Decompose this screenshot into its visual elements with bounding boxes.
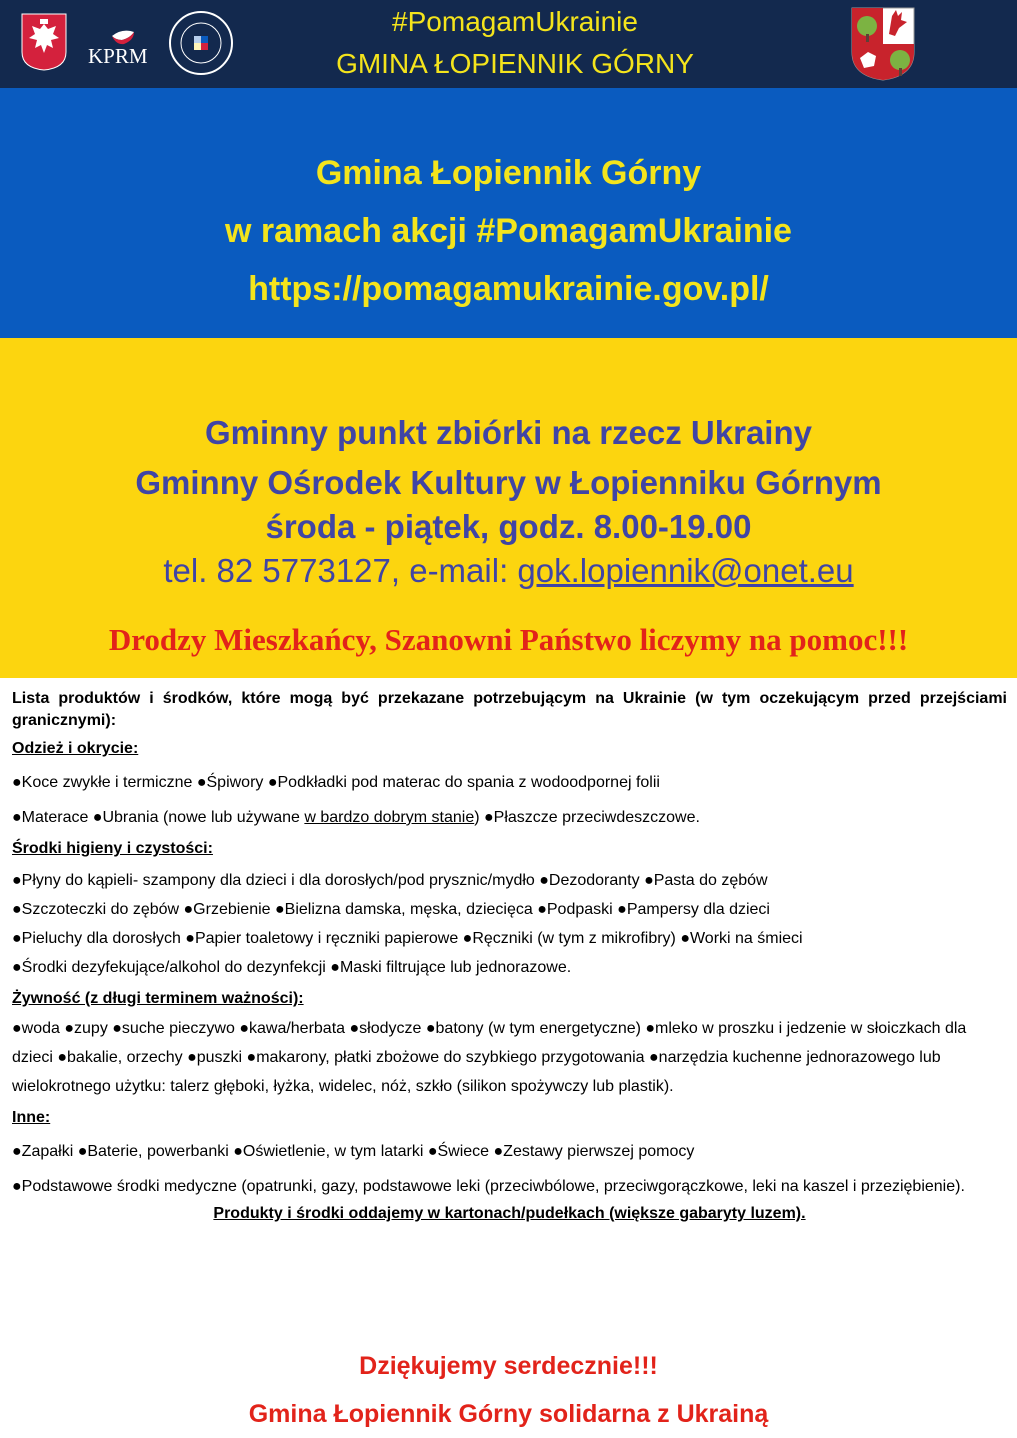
product-list — [12, 688, 1007, 1225]
header-gmina-name: GMINA ŁOPIENNIK GÓRNY — [336, 48, 694, 79]
section-heading-clothing: Odzież i okrycie: — [12, 740, 139, 757]
hygiene-items-line-2: ●Szczoteczki do zębów ●Grzebienie ●Bielizna damska, męska, dziecięca ●Podpaski ●Pampersy dla dzieci — [12, 901, 770, 918]
other-items-line-2: ●Podstawowe środki medyczne (opatrunki, gazy, podstawowe leki (przeciwbólowe, przeciwgorączkowe, leki na kaszel i przeziębienie). — [12, 1178, 965, 1195]
other-items-line-1: ●Zapałki ●Baterie, powerbanki ●Oświetlenie, w tym latarki ●Świece ●Zestawy pierwszej pomocy — [12, 1143, 695, 1160]
clothing-items-line-2 — [12, 803, 1007, 832]
solidarity-message: Gmina Łopiennik Górny solidarna z Ukrainą — [248, 1400, 769, 1428]
gmina-coat-of-arms-icon — [850, 6, 916, 82]
clothing-items-text-end: ) ●Płaszcze przeciwdeszczowe. — [474, 809, 700, 826]
clothing-items-line-1: ●Koce zwykłe i termiczne ●Śpiwory ●Podkładki pod materac do spania z wodoodpornej folii — [12, 774, 660, 791]
contact-email-link[interactable]: gok.lopiennik@onet.eu — [517, 552, 854, 589]
appeal-headline: Drodzy Mieszkańcy, Szanowni Państwo liczymy na pomoc!!! — [108, 622, 909, 657]
kprm-logo-text: KPRM — [88, 44, 148, 68]
section-heading-hygiene: Środki higieny i czystości: — [12, 840, 213, 857]
blue-banner-url: https://pomagamukrainie.gov.pl/ — [248, 270, 769, 308]
clothing-items-text: ●Materace ●Ubrania (nowe lub używane — [12, 809, 305, 826]
blue-banner-campaign: w ramach akcji #PomagamUkrainie — [225, 212, 792, 250]
hygiene-items-line-1: ●Płyny do kąpieli- szampony dla dzieci i dla dorosłych/pod prysznic/mydło ●Dezodoranty ●Pasta do zębów — [12, 872, 768, 889]
polish-eagle-emblem-icon — [20, 12, 68, 72]
blue-banner-title: Gmina Łopiennik Górny — [315, 154, 702, 192]
clothing-condition-note: w bardzo dobrym stanie — [304, 809, 475, 826]
section-heading-other: Inne: — [12, 1109, 51, 1126]
collection-point-contact — [0, 552, 1017, 590]
collection-point-venue: Gminny Ośrodek Kultury w Łopienniku Górnym — [135, 464, 882, 501]
collection-point-hours: środa - piątek, godz. 8.00-19.00 — [265, 508, 752, 545]
header-hashtag: #PomagamUkrainie — [392, 6, 638, 37]
section-heading-food: Żywność (z długi terminem ważności): — [12, 990, 304, 1007]
contact-phone: tel. 82 5773127, e-mail: — [163, 552, 518, 589]
hygiene-items-line-4: ●Środki dezyfekujące/alkohol do dezynfekcji ●Maski filtrujące lub jednorazowe. — [12, 959, 572, 976]
thanks-message: Dziękujemy serdecznie!!! — [359, 1352, 658, 1380]
blue-banner — [0, 88, 1017, 338]
hygiene-items-line-3: ●Pieluchy dla dorosłych ●Papier toaletowy i ręczniki papierowe ●Ręczniki (w tym z mikrofibry) ●Worki na śmieci — [12, 930, 803, 947]
collection-point-title: Gminny punkt zbiórki na rzecz Ukrainy — [205, 414, 812, 451]
list-intro: Lista produktów i środków, które mogą być przekazane potrzebującym na Ukrainie (w tym oczekującym przed przejściami granicznymi): — [12, 690, 1007, 729]
header-bar — [0, 0, 1017, 88]
food-items: ●woda ●zupy ●suche pieczywo ●kawa/herbata ●słodycze ●batony (w tym energetyczne) ●mleko w proszku i jedzenie w słoiczkach dla dzieci ●bakalie, orzechy ●puszki ●makarony, płatki zbożowe do szybkiego przygotowania ●narzędzia kuchenne jednorazowego lub wielokrotnego użytku: talerz głęboki, łyżka, widelec, nóż, szkło (silikon spożywczy lub plastik). — [12, 1020, 967, 1095]
pomagam-ukrainie-badge-icon — [168, 10, 234, 76]
packing-note: Produkty i środki oddajemy w kartonach/pudełkach (większe gabaryty luzem). — [213, 1205, 806, 1222]
